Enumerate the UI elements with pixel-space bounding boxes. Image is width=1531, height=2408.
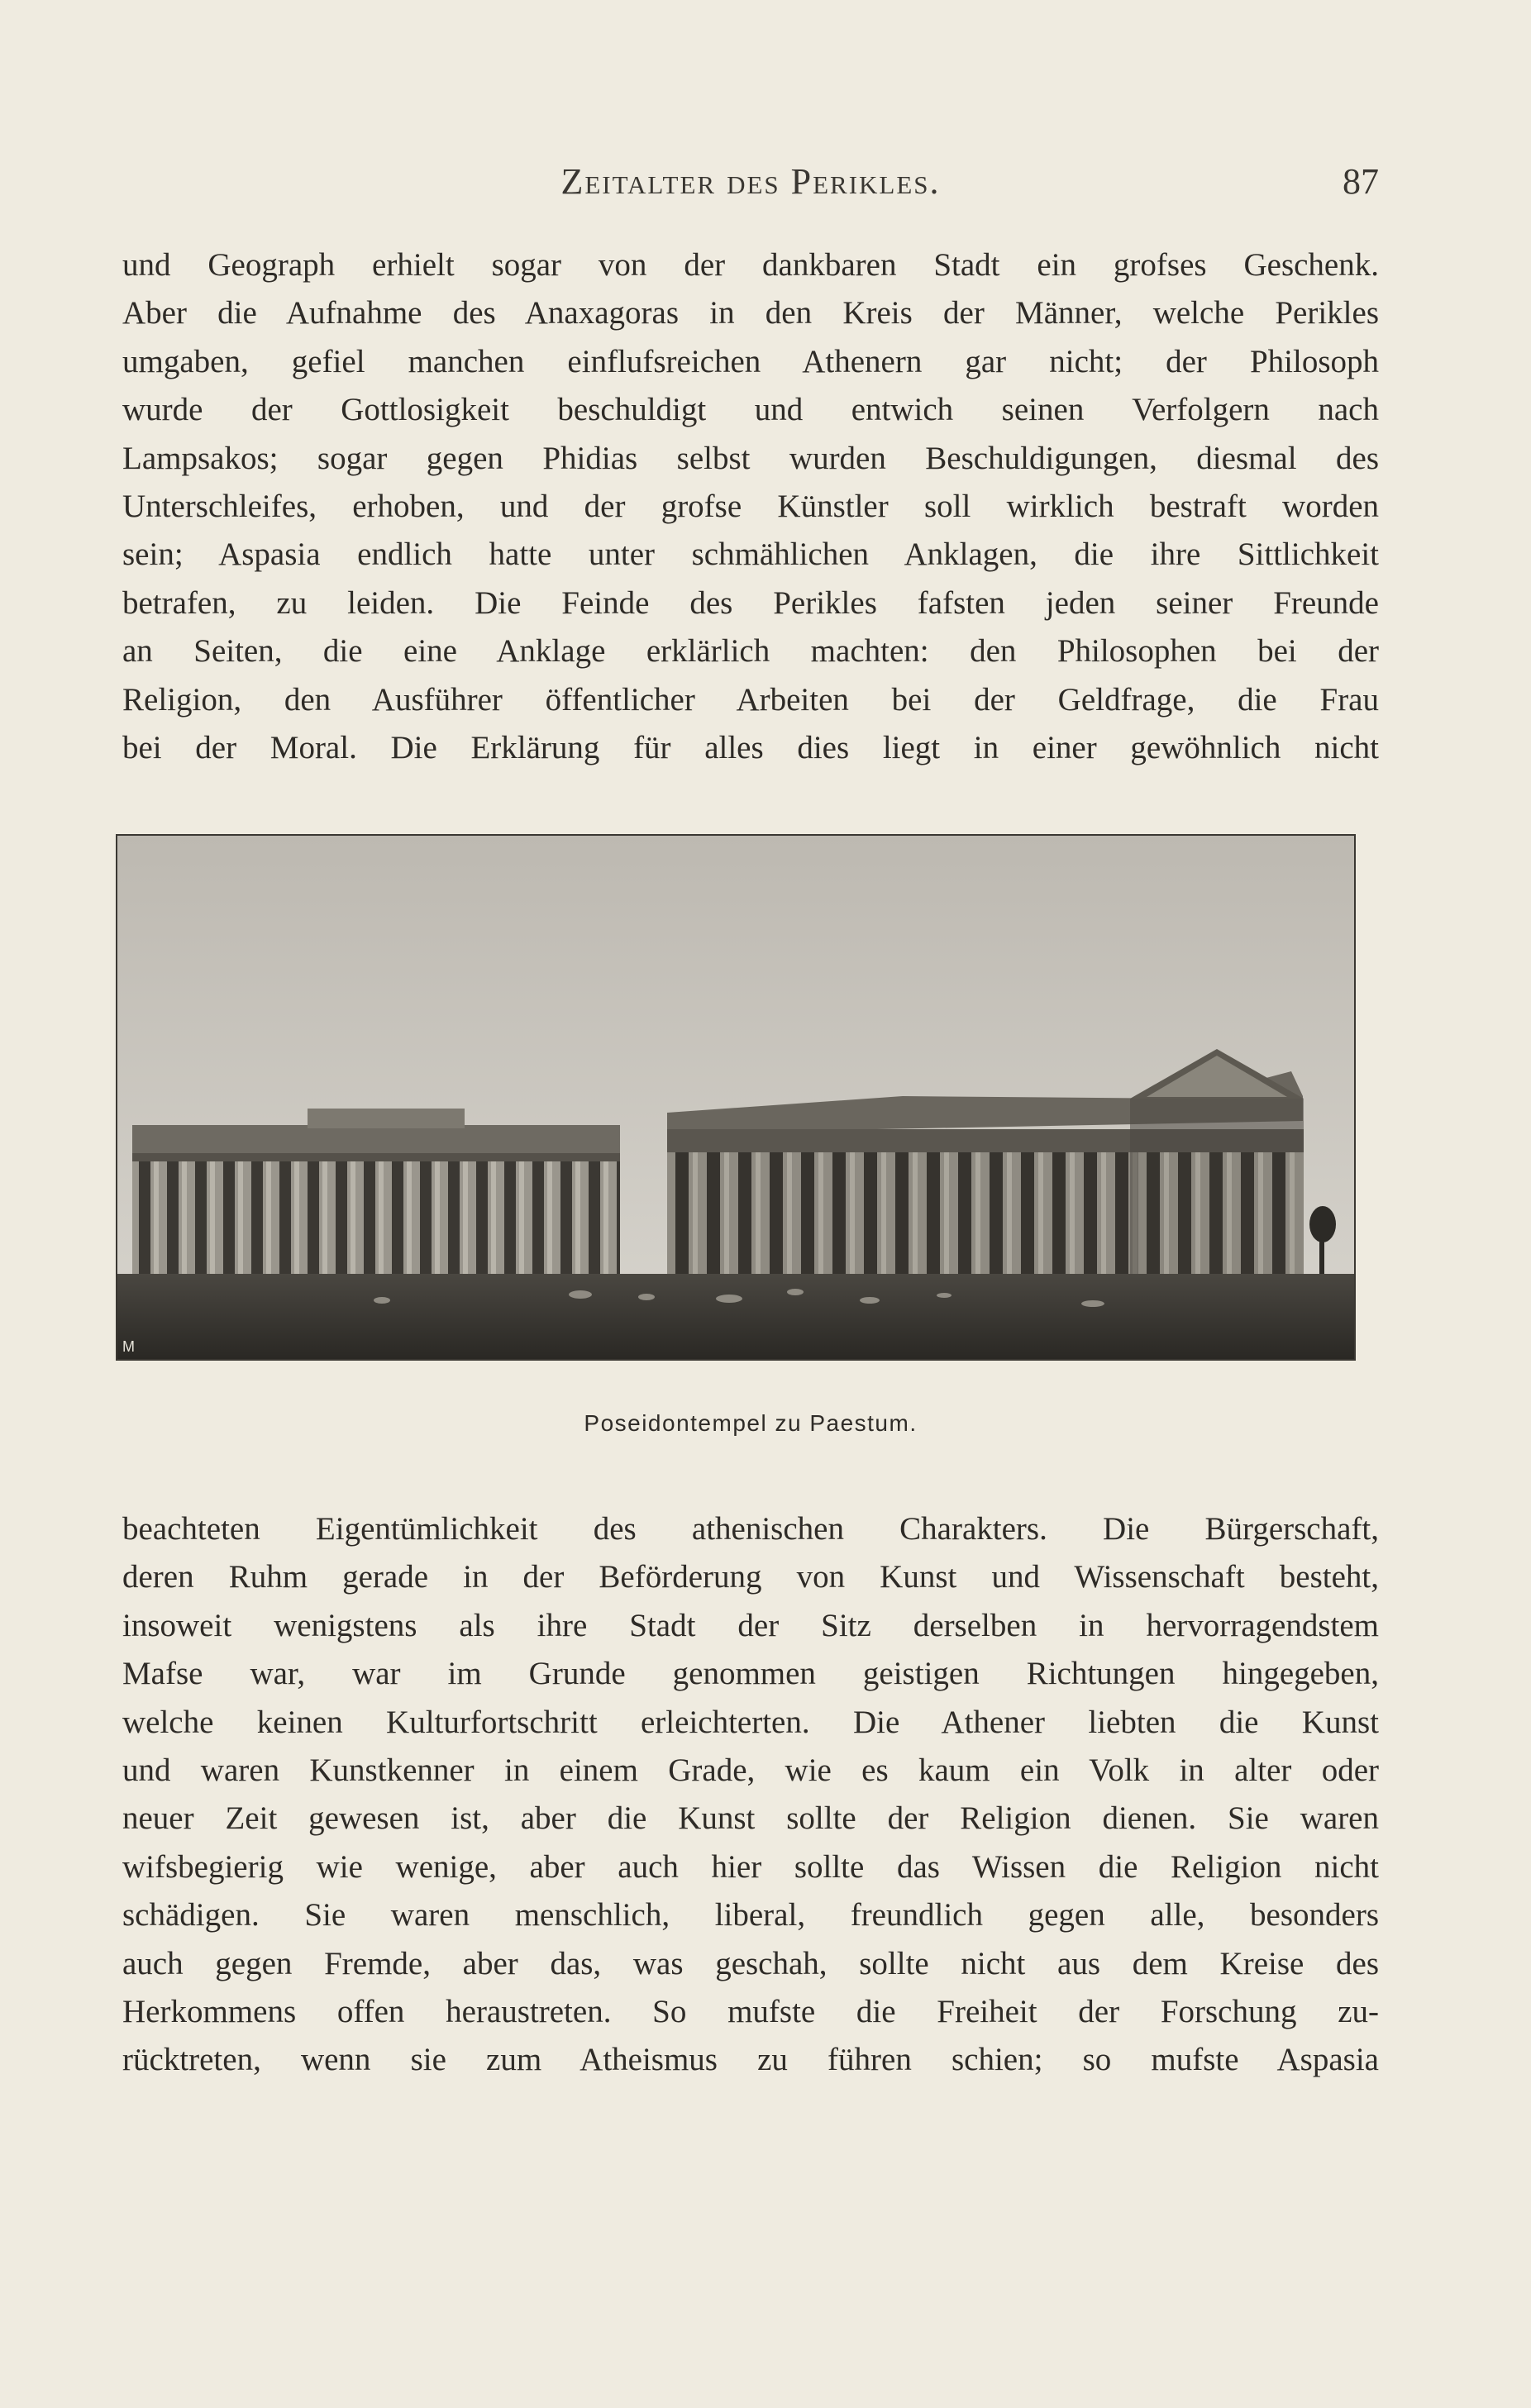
body-text-top	[122, 241, 1379, 772]
text-line: Aber die Aufnahme des Anaxagoras in den Kreis der Männer, welche Perikles	[122, 295, 1379, 331]
text-line: insoweit wenigstens als ihre Stadt der Sitz derselben in hervorragendstem	[122, 1607, 1379, 1643]
text-line: wifsbegierig wie wenige, aber auch hier sollte das Wissen die Religion nicht	[122, 1848, 1379, 1885]
text-line: bei der Moral. Die Erklärung für alles dies liegt in einer gewöhnlich nicht	[122, 729, 1379, 765]
figure-caption: Poseidontempel zu Paestum.	[584, 1410, 918, 1436]
text-line: und Geograph erhielt sogar von der dankbaren Stadt ein grofses Geschenk.	[122, 247, 1379, 283]
text-line: neuer Zeit gewesen ist, aber die Kunst sollte der Religion dienen. Sie waren	[122, 1800, 1379, 1837]
text-line: Herkommens offen heraustreten. So mufste die Freiheit der Forschung zu-	[122, 1993, 1379, 2029]
body-text-bottom	[122, 1505, 1379, 2085]
text-line: welche keinen Kulturfortschritt erleichterten. Die Athener liebten die Kunst	[122, 1704, 1379, 1740]
text-line: wurde der Gottlosigkeit beschuldigt und entwich seinen Verfolgern nach	[122, 392, 1379, 428]
text-line: Lampsakos; sogar gegen Phidias selbst wurden Beschuldigungen, diesmal des	[122, 440, 1379, 476]
left-temple	[132, 1109, 620, 1277]
running-title: Zeitalter des Perikles.	[560, 161, 941, 202]
temple-photograph	[116, 834, 1356, 1361]
text-line: Unterschleifes, erhoben, und der grofse Künstler soll wirklich bestraft worden	[122, 488, 1379, 524]
engraver-monogram: M	[122, 1338, 135, 1355]
text-line: betrafen, zu leiden. Die Feinde des Perikles fafsten jeden seiner Freunde	[122, 584, 1379, 621]
page-number: 87	[1343, 161, 1379, 202]
text-line: Religion, den Ausführer öffentlicher Arbeiten bei der Geldfrage, die Frau	[122, 681, 1379, 718]
temple-illustration	[117, 836, 1354, 1359]
text-line: beachteten Eigentümlichkeit des athenischen Charakters. Die Bürgerschaft,	[122, 1511, 1379, 1547]
text-line: Mafse war, war im Grunde genommen geistigen Richtungen hingegeben,	[122, 1656, 1379, 1692]
text-line: deren Ruhm gerade in der Beförderung von Kunst und Wissenschaft besteht,	[122, 1559, 1379, 1595]
text-line: sein; Aspasia endlich hatte unter schmählichen Anklagen, die ihre Sittlichkeit	[122, 536, 1379, 573]
page-header	[122, 160, 1379, 210]
text-line: schädigen. Sie waren menschlich, liberal, freundlich gegen alle, besonders	[122, 1897, 1379, 1934]
text-line: an Seiten, die eine Anklage erklärlich machten: den Philosophen bei der	[122, 633, 1379, 670]
text-line: und waren Kunstkenner in einem Grade, wie es kaum ein Volk in alter oder	[122, 1752, 1379, 1788]
text-line: rücktreten, wenn sie zum Atheismus zu führen schien; so mufste Aspasia	[122, 2042, 1379, 2078]
text-line: auch gegen Fremde, aber das, was geschah, sollte nicht aus dem Kreise des	[122, 1945, 1379, 1981]
text-line: umgaben, gefiel manchen einflufsreichen Athenern gar nicht; der Philosoph	[122, 343, 1379, 379]
